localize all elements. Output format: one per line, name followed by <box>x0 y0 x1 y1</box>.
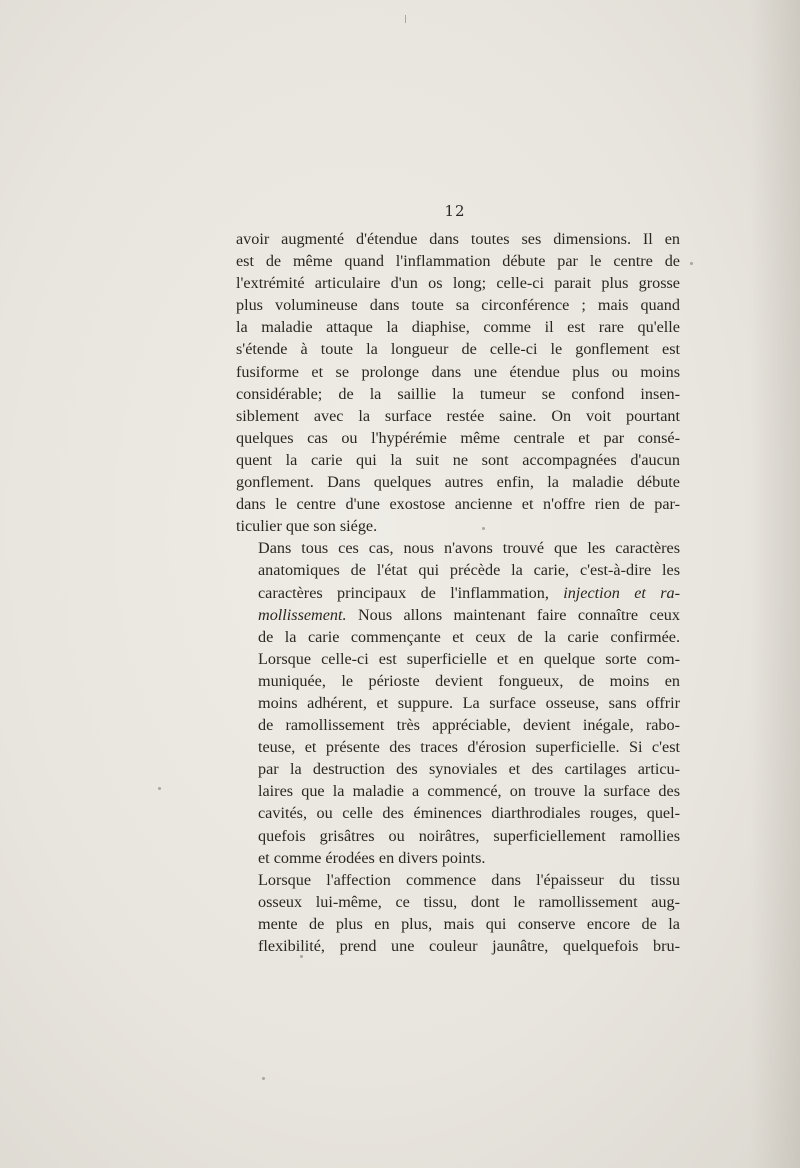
italic-term: mollissement. <box>258 605 347 624</box>
text-line: de la carie commençante et ceux de la carie confirmée. <box>258 627 680 646</box>
text-line: osseux lui-même, ce tissu, dont le ramollissement aug- <box>258 892 680 911</box>
text-line-mixed <box>236 582 680 604</box>
italic-term: injection et ra- <box>563 583 680 602</box>
text-line: par la destruction des synoviales et des cartilages articu- <box>258 760 680 779</box>
paper-speck <box>482 527 485 530</box>
text-line: quefois grisâtres ou noirâtres, superficiellement ramollies <box>258 826 680 845</box>
page-number: 12 <box>444 202 466 220</box>
paper-speck <box>300 955 303 958</box>
text-line: moins adhérent, et suppure. La surface osseuse, sans offrir <box>258 693 680 712</box>
paragraph-3 <box>236 869 680 957</box>
text-line: dans le centre d'une exostose ancienne et n'offre rien de par- <box>236 495 680 514</box>
text-line: et comme érodées en divers points. <box>258 848 486 867</box>
text-line: s'étende à toute la longueur de celle-ci le gonflement est <box>236 340 680 359</box>
text-line: siblement avec la surface restée saine. On voit pourtant <box>236 406 680 425</box>
text-line: anatomiques de l'état qui précède la carie, c'est-à-dire les <box>258 561 680 580</box>
text-line: plus volumineuse dans toute sa circonférence ; mais quand <box>236 296 680 315</box>
paragraph-2 <box>236 537 680 868</box>
text-line-mixed <box>236 604 680 626</box>
text-line: teuse, et présente des traces d'érosion superficielle. Si c'est <box>258 738 680 757</box>
text-line: flexibilité, prend une couleur jaunâtre, quelquefois bru- <box>258 937 680 955</box>
text-line: considérable; de la saillie la tumeur se confond insen- <box>236 384 680 403</box>
text-line: de ramollissement très appréciable, devient inégale, rabo- <box>258 716 680 735</box>
text-line: fusiforme et se prolonge dans une étendue plus ou moins <box>236 362 680 381</box>
paper-speck <box>405 15 406 23</box>
paragraph-1 <box>236 228 680 537</box>
text-line: Dans tous ces cas, nous n'avons trouvé que les caractères <box>258 539 680 558</box>
text-line: gonflement. Dans quelques autres enfin, la maladie débute <box>236 473 680 492</box>
text-line: l'extrémité articulaire d'un os long; celle-ci parait plus grosse <box>236 274 680 293</box>
body-text <box>236 228 680 957</box>
text-line: Lorsque l'affection commence dans l'épaisseur du tissu <box>258 870 680 889</box>
text-span: Nous allons maintenant faire connaître ceux <box>357 605 680 624</box>
text-line: Lorsque celle-ci est superficielle et en quelque sorte com- <box>258 649 680 668</box>
text-line: ticulier que son siége. <box>236 517 378 536</box>
text-span: caractères principaux de l'inflammation, <box>258 583 549 602</box>
text-line: cavités, ou celle des éminences diarthrodiales rouges, quel- <box>258 804 680 823</box>
text-line: muniquée, le périoste devient fongueux, de moins en <box>258 671 680 690</box>
paper-speck <box>690 262 693 265</box>
text-line: avoir augmenté d'étendue dans toutes ses dimensions. Il en <box>236 230 680 248</box>
paper-speck <box>158 787 161 790</box>
text-line: est de même quand l'inflammation débute par le centre de <box>236 252 680 271</box>
paper-speck <box>262 1077 265 1080</box>
text-line: mente de plus en plus, mais qui conserve encore de la <box>258 914 680 933</box>
page-edge-shadow <box>750 0 800 1168</box>
text-line: quent la carie qui la suit ne sont accompagnées d'aucun <box>236 450 680 469</box>
text-line: la maladie attaque la diaphise, comme il est rare qu'elle <box>236 318 680 337</box>
text-line: quelques cas ou l'hypérémie même centrale et par consé- <box>236 428 680 447</box>
text-line: laires que la maladie a commencé, on trouve la surface des <box>258 782 680 801</box>
